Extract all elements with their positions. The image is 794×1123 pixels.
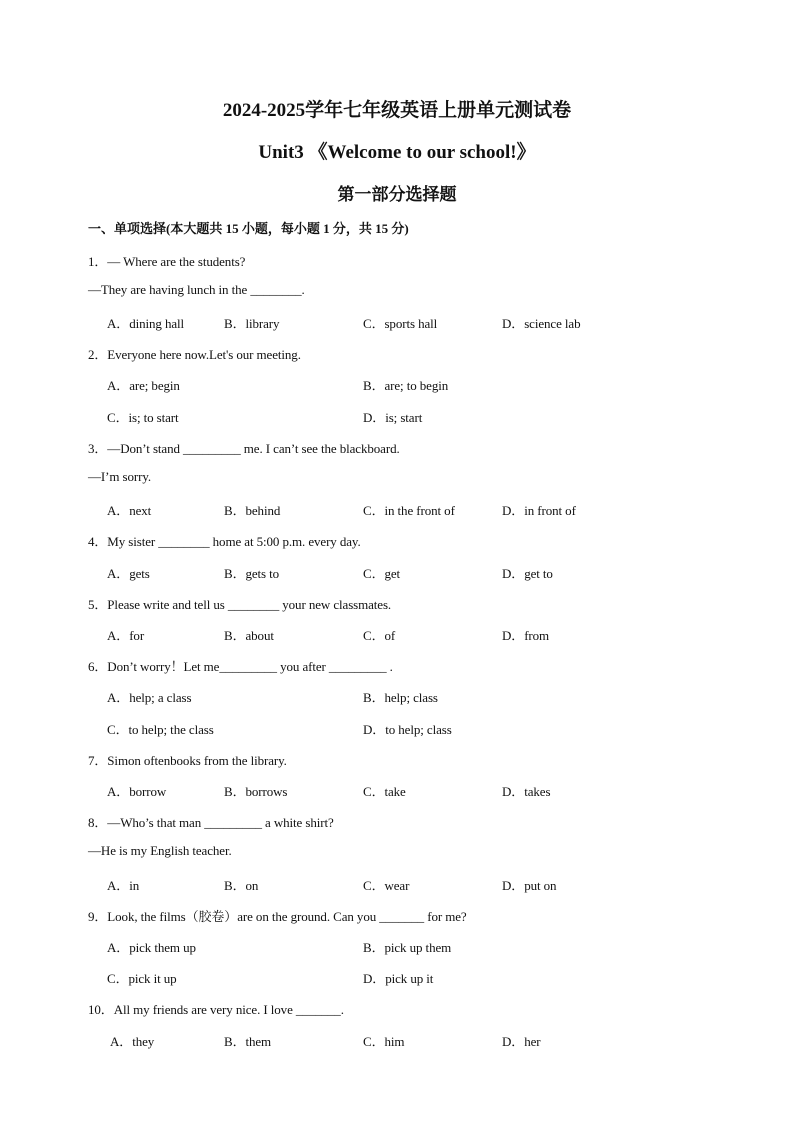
question-6-option-a: A．help; a class [107, 690, 192, 705]
question-5-option-c: C．of [363, 628, 396, 643]
question-8-option-a: A．in [107, 878, 140, 893]
question-1-stem: 1．— Where are the students? [88, 254, 246, 269]
question-7-stem: 7．Simon oftenbooks from the library. [88, 753, 287, 768]
question-8-option-d: D．put on [502, 878, 557, 893]
question-5-option-d: D．from [502, 628, 550, 643]
question-7-option-d: D．takes [502, 784, 551, 799]
question-2-option-d: D．is; start [363, 410, 423, 425]
part-title: 第一部分选择题 [337, 185, 457, 204]
question-6-option-b: B．help; class [363, 690, 438, 705]
question-10-option-a: A．they [110, 1034, 155, 1049]
question-6-option-d: D．to help; class [363, 722, 452, 737]
question-9-option-c: C．pick it up [107, 971, 177, 986]
question-4-option-b: B．gets to [224, 566, 280, 581]
question-10-option-c: C．him [363, 1034, 405, 1049]
question-3-option-d: D．in front of [502, 503, 576, 518]
exam-title: 2024-2025学年七年级英语上册单元测试卷 [222, 100, 572, 121]
question-1-option-a: A．dining hall [107, 316, 185, 331]
question-2-option-a: A．are; begin [107, 378, 180, 393]
question-8-option-c: C．wear [363, 878, 410, 893]
question-9-option-d: D．pick up it [363, 971, 434, 986]
section-heading: 一、单项选择(本大题共 15 小题，每小题 1 分，共 15 分) [88, 221, 409, 236]
question-8-option-b: B．on [224, 878, 259, 893]
question-5-option-a: A．for [107, 628, 145, 643]
question-9-option-a: A．pick them up [107, 940, 196, 955]
question-1-option-c: C．sports hall [363, 316, 438, 331]
question-2-stem: 2．Everyone here now.Let's our meeting. [88, 347, 301, 362]
question-5-stem: 5．Please write and tell us ________ your new classmates. [88, 597, 392, 612]
question-8-reply: —He is my English teacher. [88, 843, 232, 858]
question-7-option-a: A．borrow [107, 784, 167, 799]
question-7-option-b: B．borrows [224, 784, 288, 799]
question-4-stem: 4．My sister ________ home at 5:00 p.m. every day. [88, 534, 361, 549]
question-2-option-c: C．is; to start [107, 410, 179, 425]
question-1-option-b: B．library [224, 316, 280, 331]
question-3-option-c: C．in the front of [363, 503, 455, 518]
question-10-stem: 10．All my friends are very nice. I love _______. [88, 1002, 344, 1017]
question-10-option-d: D．her [502, 1034, 541, 1049]
question-4-option-c: C．get [363, 566, 401, 581]
question-3-stem: 3．—Don’t stand _________ me. I can’t see the blackboard. [88, 441, 400, 456]
question-8-stem: 8．—Who’s that man _________ a white shirt? [88, 815, 334, 830]
question-2-option-b: B．are; to begin [363, 378, 449, 393]
question-10-option-b: B．them [224, 1034, 272, 1049]
question-7-option-c: C．take [363, 784, 406, 799]
question-4-option-a: A．gets [107, 566, 150, 581]
question-1-option-d: D．science lab [502, 316, 581, 331]
question-3-reply: —I’m sorry. [88, 469, 152, 484]
question-9-option-b: B．pick up them [363, 940, 452, 955]
question-5-option-b: B．about [224, 628, 274, 643]
question-3-option-b: B．behind [224, 503, 281, 518]
question-6-option-c: C．to help; the class [107, 722, 214, 737]
question-9-stem: 9．Look, the films（胶卷）are on the ground. Can you _______ for me? [88, 909, 467, 924]
question-6-stem: 6．Don’t worry！Let me_________ you after _________ . [88, 659, 393, 674]
question-3-option-a: A．next [107, 503, 152, 518]
question-1-reply: —They are having lunch in the ________. [88, 282, 305, 297]
unit-title: Unit3 《Welcome to our school!》 [258, 142, 536, 163]
question-4-option-d: D．get to [502, 566, 553, 581]
